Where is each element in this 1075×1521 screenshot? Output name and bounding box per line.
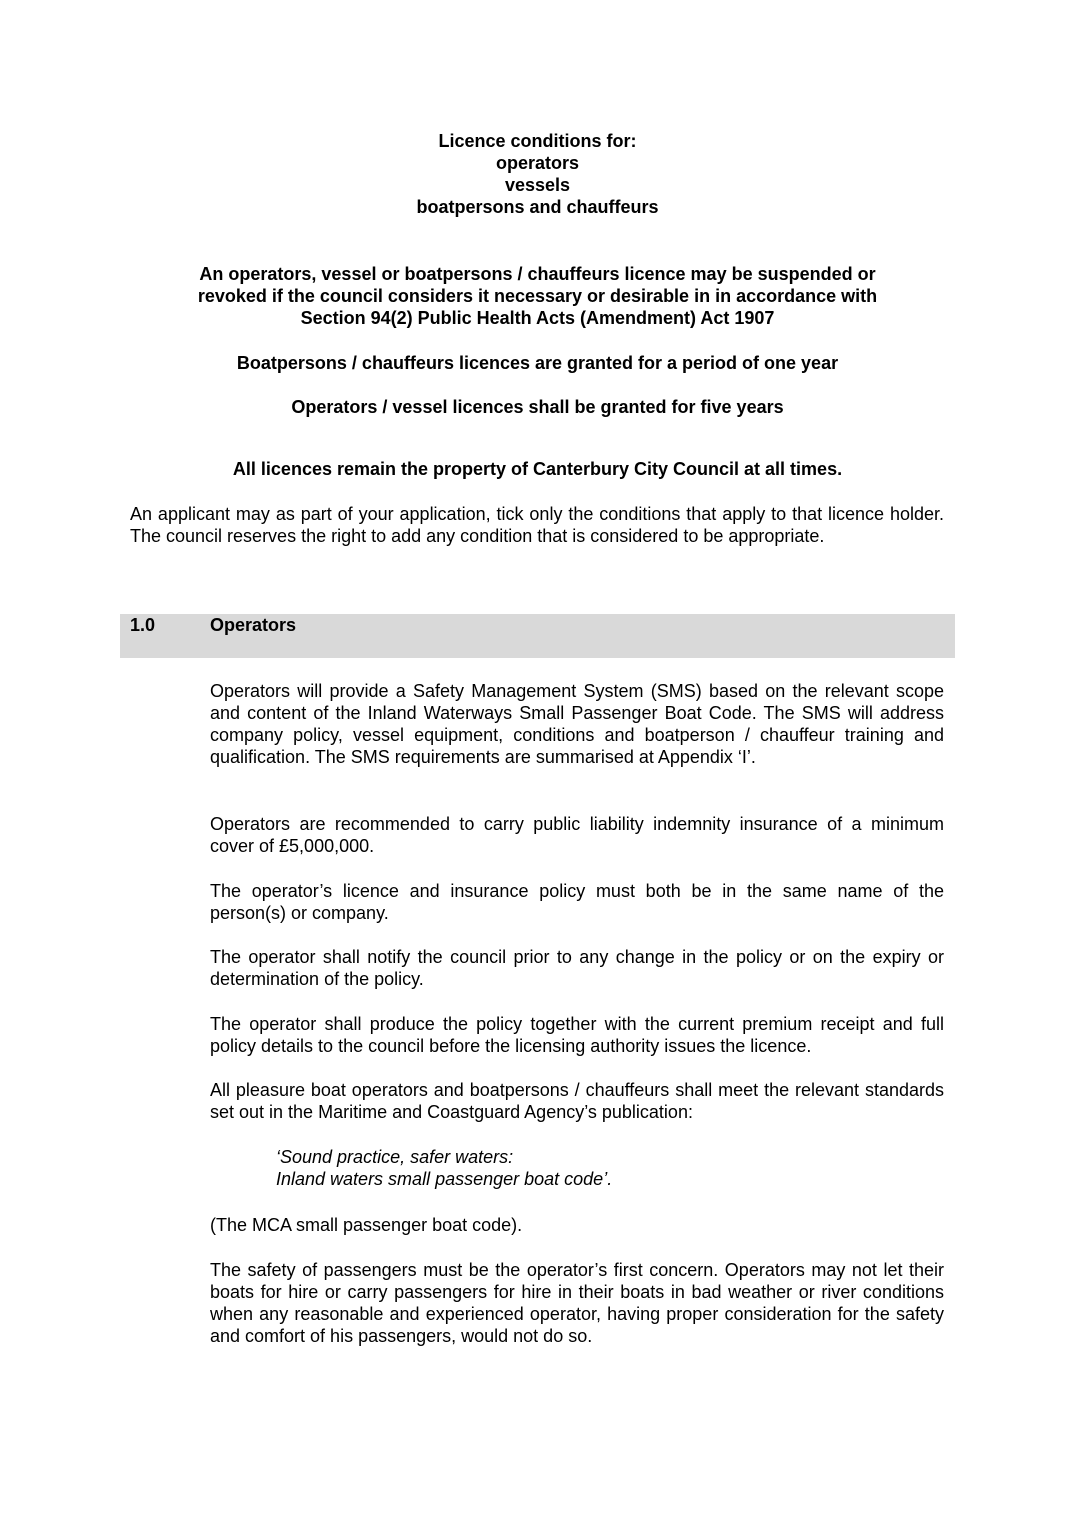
suspension-notice-line-3: Section 94(2) Public Health Acts (Amendment) Act 1907 [300, 308, 775, 328]
licence-name-paragraph: The operator’s licence and insurance policy must both be in the same name of the person(s) or company. [210, 881, 944, 923]
suspension-notice-line-1: An operators, vessel or boatpersons / chauffeurs licence may be suspended or [199, 264, 876, 284]
standards-paragraph: All pleasure boat operators and boatpersons / chauffeurs shall meet the relevant standards set out in the Maritime and Coastguard Agency’s publication: [210, 1080, 944, 1122]
produce-policy-paragraph: The operator shall produce the policy together with the current premium receipt and full policy details to the council before the licensing authority issues the licence. [210, 1014, 944, 1056]
section-number: 1.0 [130, 615, 156, 635]
property-notice: All licences remain the property of Canterbury City Council at all times. [232, 459, 843, 479]
operators-period-notice: Operators / vessel licences shall be granted for five years [291, 397, 784, 417]
title-line-1: Licence conditions for: [438, 131, 637, 151]
quote-line-2: Inland waters small passenger boat code’. [276, 1169, 613, 1189]
intro-paragraph: An applicant may as part of your application, tick only the conditions that apply to that licence holder. The council reserves the right to add any condition that is considered to be appropriate. [130, 504, 944, 546]
quote-line-1: ‘Sound practice, safer waters: [276, 1147, 514, 1167]
notify-paragraph: The operator shall notify the council prior to any change in the policy or on the expiry or determination of the policy. [210, 947, 944, 989]
boatpersons-period-notice: Boatpersons / chauffeurs licences are granted for a period of one year [236, 353, 839, 373]
document-title [0, 130, 1075, 218]
section-title: Operators [210, 615, 297, 635]
title-line-2: operators [495, 153, 580, 173]
sms-paragraph: Operators will provide a Safety Management System (SMS) based on the relevant scope and content of the Inland Waterways Small Passenger Boat Code. The SMS will address company policy, vessel equipment, conditions and boatperson / chauffeur training and qualification. The SMS requirements are summarised at Appendix ‘I’. [210, 681, 944, 767]
passenger-safety-paragraph: The safety of passengers must be the operator’s first concern. Operators may not let their boats for hire or carry passengers for hire in their boats in bad weather or river conditions when any reasonable and experienced operator, having proper consideration for the safety and comfort of his passengers, would not do so. [210, 1260, 944, 1346]
insurance-paragraph: Operators are recommended to carry public liability indemnity insurance of a minimum cover of £5,000,000. [210, 814, 944, 856]
mca-code-paragraph: (The MCA small passenger boat code). [210, 1215, 523, 1235]
title-line-3: vessels [504, 175, 571, 195]
suspension-notice [130, 263, 945, 329]
section-heading-bar [120, 614, 955, 658]
title-line-4: boatpersons and chauffeurs [416, 197, 659, 217]
suspension-notice-line-2: revoked if the council considers it necessary or desirable in in accordance with [197, 286, 878, 306]
publication-quote [276, 1146, 936, 1190]
